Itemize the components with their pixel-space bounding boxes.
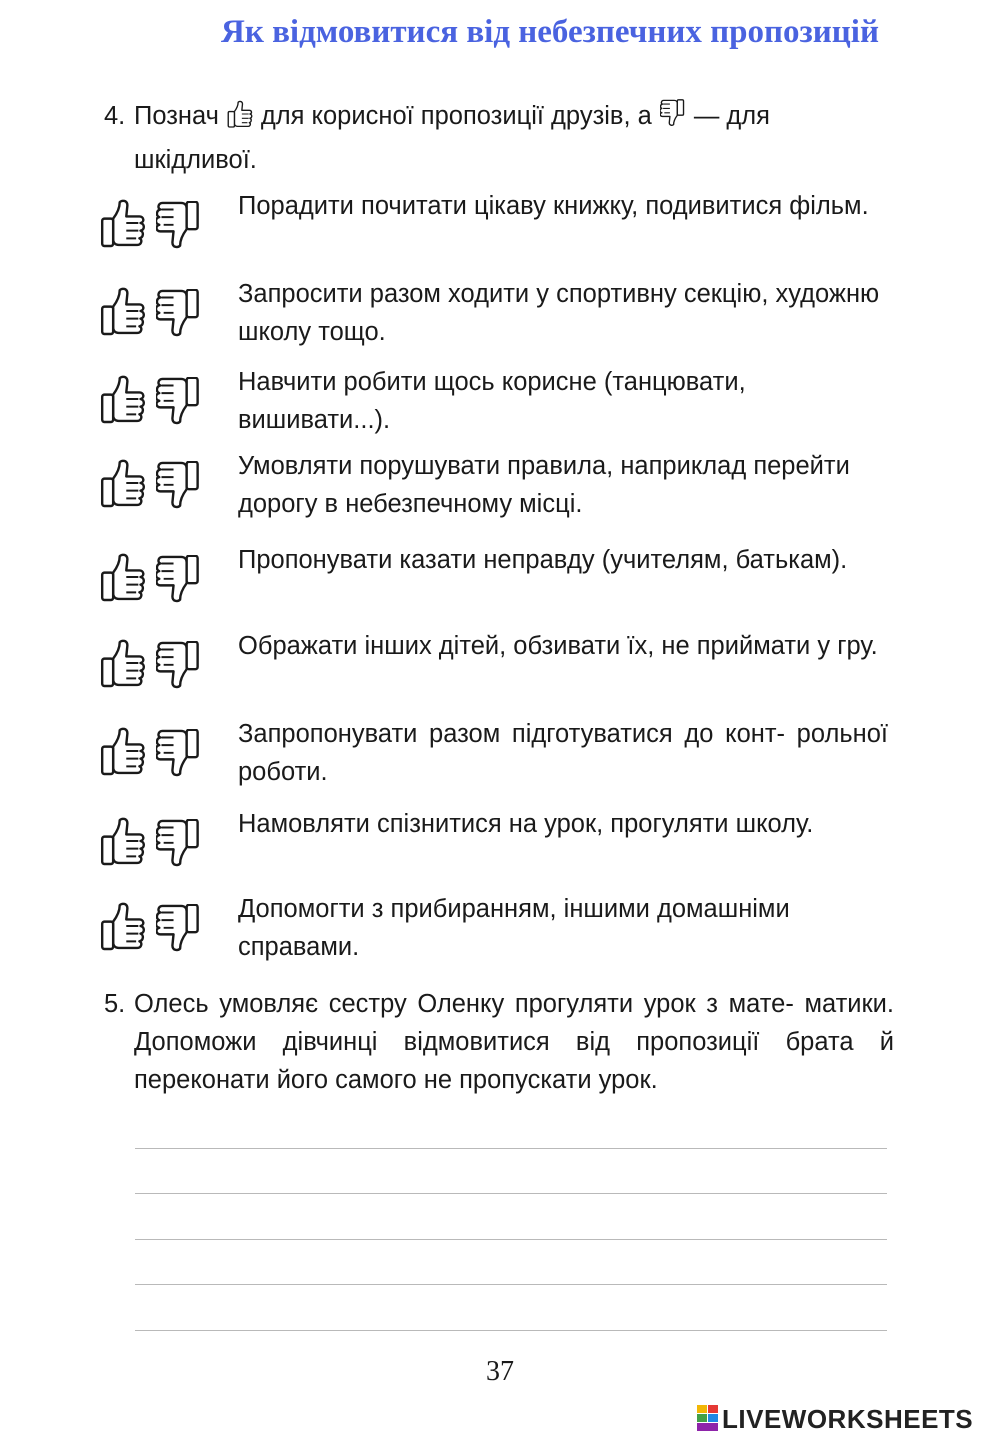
- item-text: Пропонувати казати неправду (учителям, батькам).: [238, 546, 848, 574]
- thumbs-up-icon[interactable]: [100, 457, 146, 514]
- answer-line[interactable]: [135, 1193, 887, 1194]
- thumbs-down-icon[interactable]: [156, 377, 202, 434]
- list-item: [100, 452, 900, 537]
- task-number: 5.: [104, 990, 126, 1018]
- list-item: [100, 546, 900, 631]
- thumbs-down-icon[interactable]: [156, 819, 202, 876]
- answer-line[interactable]: [135, 1239, 887, 1240]
- watermark-text: LIVEWORKSHEETS: [722, 1404, 974, 1434]
- thumbs-down-icon: [660, 98, 686, 141]
- page-number: 37: [486, 1356, 514, 1387]
- task-text-before: Познач: [134, 102, 219, 130]
- thumbs-down-icon[interactable]: [156, 289, 202, 346]
- item-text: Ображати інших дітей, обзивати їх, не приймати у гру.: [238, 632, 878, 660]
- item-text: Намовляти спізнитися на урок, прогуляти школу.: [238, 810, 814, 838]
- thumbs-down-icon[interactable]: [156, 461, 202, 518]
- thumbs-up-icon[interactable]: [100, 900, 146, 957]
- item-text: Навчити робити щось корисне (танцювати, вишивати...).: [238, 368, 746, 434]
- thumbs-down-icon[interactable]: [156, 729, 202, 786]
- thumbs-up-icon[interactable]: [100, 725, 146, 782]
- thumbs-up-icon[interactable]: [100, 637, 146, 694]
- answer-line[interactable]: [135, 1148, 887, 1149]
- list-item: [100, 368, 900, 453]
- thumbs-up-icon[interactable]: [100, 285, 146, 342]
- task-text-after: — для шкідливої.: [134, 102, 770, 174]
- thumbs-down-icon[interactable]: [156, 904, 202, 961]
- thumbs-up-icon[interactable]: [100, 373, 146, 430]
- task-text: Олесь умовляє сестру Оленку прогуляти урок з мате- матики. Допоможи дівчинці відмовитися від пропозиції брата й переконати його самого не пропускати урок.: [134, 990, 894, 1094]
- item-text: Запросити разом ходити у спортивну секцію, художню школу тощо.: [238, 280, 880, 346]
- liveworksheets-logo-icon: [697, 1405, 719, 1431]
- task-number: 4.: [104, 102, 126, 130]
- thumbs-up-icon[interactable]: [100, 551, 146, 608]
- thumbs-down-icon[interactable]: [156, 641, 202, 698]
- task-4: [104, 97, 894, 179]
- task-5: [104, 985, 894, 1099]
- thumbs-up-icon[interactable]: [100, 197, 146, 254]
- answer-line[interactable]: [135, 1330, 887, 1331]
- list-item: [100, 810, 900, 895]
- thumbs-down-icon[interactable]: [156, 201, 202, 258]
- list-item: [100, 720, 900, 805]
- list-item: [100, 280, 900, 365]
- thumbs-down-icon[interactable]: [156, 555, 202, 612]
- item-text: Умовляти порушувати правила, наприклад перейти дорогу в небезпечному місці.: [238, 452, 850, 518]
- page-title: Як відмовитися від небезпечних пропозицій: [221, 14, 879, 50]
- item-text: Порадити почитати цікаву книжку, подивитися фільм.: [238, 192, 869, 220]
- thumbs-up-icon[interactable]: [100, 815, 146, 872]
- list-item: [100, 192, 900, 277]
- item-text: Допомогти з прибиранням, іншими домашніми справами.: [238, 895, 790, 961]
- task-text-middle: для корисної пропозиції друзів, а: [260, 102, 652, 130]
- answer-line[interactable]: [135, 1284, 887, 1285]
- item-text: Запропонувати разом підготуватися до конт- рольної роботи.: [238, 720, 888, 786]
- thumbs-up-icon: [227, 98, 253, 141]
- list-item: [100, 632, 900, 717]
- list-item: [100, 895, 900, 980]
